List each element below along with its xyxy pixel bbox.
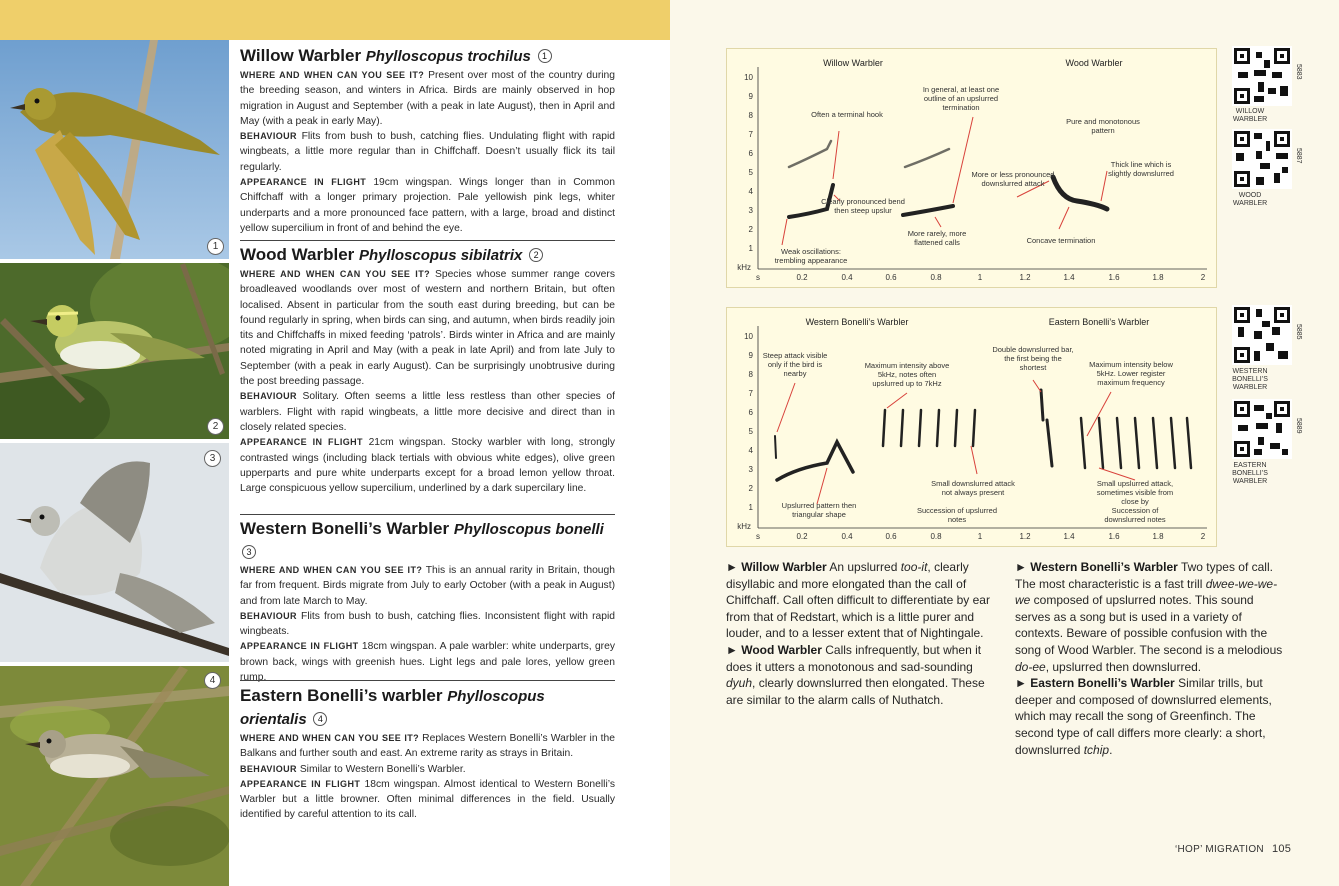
annotation [1097,479,1173,506]
annotation-text: Steep attack visible [762,351,828,360]
sonogram-1-svg [727,49,1218,289]
qr-number: 5883 [1295,64,1302,80]
annotation [923,85,999,112]
behaviour-text: Flits from bush to bush, catching flies. Undulating flight with rapid wingbeats, a little more regular than in Chiffchaff. Doesn’t usually flick its tail regularly. [240,131,615,173]
y-tick: 1 [748,503,753,512]
call-western: ► Western Bonelli’s Warbler Two types of call. The most characteristic is a fast trill dwee-we-we-we composed of upslurred notes. This sound serves as a song but is used in a variety of contexts. Beware of possible confusion with the song of Wood Warbler. The second is a melodious do-ee, upslurred then downslurred. [1015,560,1283,674]
annotation-text: Concave termination [1026,236,1096,245]
x-tick: 1.2 [1019,273,1031,282]
sonogram-trace [903,206,953,215]
where-label: WHERE AND WHEN CAN YOU SEE IT? [240,733,420,743]
qr-number: 5887 [1295,148,1302,164]
x-tick: 1.4 [1063,273,1075,282]
annotation-arrow [971,446,977,474]
where-text: Species whose summer range covers broadleaved woodlands over most of western and northern Britain, but often localised. Absent in particular from the south east during breeding, but can be found regularly in spring, when birds can sing, and autumn, when birds readily join tits and Chiffchaffs in mixed feeding ‘patrols’. Birds winter in Africa and are mainly noted migrating in April and May (with a peak in late April) and from late July to September (with a peak in early August). Can be surprisingly unobtrusive during the post breeding passage. [240,269,615,388]
sonogram-trace [775,436,776,458]
call-willow: ► Willow Warbler An upslurred too-it, clearly disyllabic and more elongated than the call of Chiffchaff. Call often difficult to differentiate by ear from that of Redstart, which is a little purer and louder, and to a lesser extent that of Nightingale. [726,560,990,641]
section-name: ‘HOP’ MIGRATION [1175,844,1264,855]
annotation-text-line: triangular shape [792,510,846,519]
qr-code-willow-warbler[interactable] [1232,46,1292,106]
sonogram-title: Eastern Bonelli’s Warbler [1048,317,1150,327]
divider [240,680,615,681]
y-tick: 8 [748,111,753,120]
x-tick: 1.2 [1019,532,1031,541]
latin-name: Phylloscopus sibilatrix [359,247,523,264]
y-tick: 6 [748,149,753,158]
call-phonetic: too-it [900,560,928,574]
annotation [1104,506,1166,524]
annotation-text-line: flattened calls [914,238,960,247]
qr-number: 5889 [1295,418,1302,434]
annotation-text-line: termination [942,103,980,112]
annotation-text: Pure and monotonous [1066,117,1140,126]
y-tick: 5 [748,427,753,436]
annotation [775,247,848,265]
entry-flight [240,435,615,496]
species-name: Eastern Bonelli’s warbler [240,686,443,705]
entry-behaviour [240,129,615,175]
annotation-arrow [833,131,839,179]
annotation-arrow [1059,207,1069,229]
behaviour-label: BEHAVIOUR [240,131,297,142]
annotation-text-line: close by [1121,497,1149,506]
x-tick: 0.8 [930,532,942,541]
flight-text: 18cm wingspan. Almost identical to Western Bonelli’s Warbler but a little browner. Often minimal differences in the field. Usually identified by careful attention to its call. [240,778,615,821]
entry-western-bonellis-warbler [240,518,615,685]
qr-code-wood-warbler[interactable] [1232,129,1292,189]
entry-title [240,685,615,731]
sonogram-2-svg [727,308,1218,548]
annotation-text-line: not always present [941,488,1005,497]
x-tick: 1.6 [1108,532,1120,541]
entry-flight [240,175,615,236]
annotation-text: More or less pronounced [971,170,1055,179]
entry-behaviour [240,609,615,640]
annotation [1027,236,1096,245]
header-band [0,0,670,40]
annotation [811,110,883,119]
flight-text: 21cm wingspan. Stocky warbler with long, strongly contrasted wings (including black tertials with obvious white edges), olive green upperparts and pure white underparts except for a broad lemon yellow throat. Large conspicuous yellow supercilium, underlined by a dark supercilary line. [240,437,615,495]
sonogram-willow-wood [726,48,1217,288]
entry-where [240,731,615,762]
y-tick: 9 [748,351,753,360]
call-text: Two types of call. The most characteristic is a fast trill [1015,560,1273,591]
annotation-text: Succession of upslurred [916,506,998,515]
behaviour-text: Solitary. Often seems a little less restless than other species of warblers. Flight with rapid wingbeats, a little more decisive and direct than in closely related species. [240,391,615,433]
y-tick: 7 [748,130,753,139]
annotation-text-line: shortest [1019,363,1047,372]
qr-code-eastern-bonellis-warbler[interactable] [1232,399,1292,459]
y-tick: 3 [748,206,753,215]
x-tick: 0.4 [841,273,853,282]
annotation-arrow [887,393,907,408]
entry-wood-warbler [240,244,615,496]
annotation-text-line: nearby [783,369,807,378]
entry-where [240,267,615,389]
photo-willow-warbler [0,40,229,259]
x-tick: 0.2 [796,273,808,282]
x-unit: s [756,273,760,282]
species-number: 1 [538,49,552,63]
annotation-text: In general, at least one [922,85,1000,94]
latin-name: Phylloscopus trochilus [365,48,531,65]
y-unit: kHz [737,263,751,272]
x-tick: 1.8 [1152,273,1164,282]
entry-title [240,45,615,68]
sonogram-trace [905,149,949,167]
annotation-text-line: 5kHz. Lower register [1096,369,1166,378]
annotation-arrow [953,117,973,203]
annotation-text-line: then steep upslur [834,206,892,215]
y-tick: 10 [744,73,753,82]
qr-label: WESTERN BONELLI’S WARBLER [1232,368,1268,391]
annotation [1089,360,1173,387]
y-tick: 5 [748,168,753,177]
annotation [821,197,905,215]
behaviour-label: BEHAVIOUR [240,391,297,402]
flight-label: APPEARANCE IN FLIGHT [240,641,359,652]
y-tick: 2 [748,484,753,493]
page-footer [1175,843,1291,855]
entry-behaviour [240,389,615,435]
annotation-text: Double downslurred bar, [992,345,1074,354]
latin-name: Phylloscopus orientalis [240,688,545,728]
annotation-text: Weak oscillations: [781,247,841,256]
photo-number: 2 [207,418,224,435]
call-eastern: ► Eastern Bonelli’s Warbler Similar trills, but deeper and composed of downslurred elements, which may recall the song of Greenfinch. The second type of call differs more clearly: a short, downslurred tchip. [1015,676,1272,757]
call-phonetic: do-ee [1015,659,1046,674]
annotation-text-line: upslurred up to 7kHz [872,379,942,388]
annotation-text-line: sometimes visible from [1096,488,1174,497]
sonogram-title: Wood Warbler [1065,58,1123,68]
where-label: WHERE AND WHEN CAN YOU SEE IT? [240,269,431,279]
flight-text: 19cm wingspan. Wings longer than in Common Chiffchaff with a longer primary projection. Pale yellowish pink legs, whiter underparts and a more pronounced face pattern, with a large, broad and distinct yellow supercilium in front of and behind the eye. [240,177,615,234]
call-phonetic: tchip [1083,742,1110,757]
annotation-text-line: outline of an upslurred [923,94,999,103]
call-species: Eastern Bonelli’s Warbler [1030,676,1175,691]
qr-number: 5885 [1295,324,1302,340]
annotation-text-line: trembling appearance [774,256,848,265]
sonogram-trace [1081,418,1191,468]
annotation-arrow [777,383,795,432]
annotation-text-line: downslurred notes [1104,515,1166,524]
species-name: Western Bonelli’s Warbler [240,519,450,538]
behaviour-text: Flits from bush to bush, catching flies. Inconsistent flight with rapid wingbeats. [240,610,615,638]
x-tick: 0.2 [796,532,808,541]
annotation-text-line: pattern [1091,126,1115,135]
annotation [782,501,857,519]
flight-label: APPEARANCE IN FLIGHT [240,437,363,448]
call-species: Willow Warbler [741,560,827,574]
entry-willow-warbler [240,45,615,236]
flight-text: 18cm wingspan. A pale warbler: white underparts, grey brown back, wings with greenish hues. Light legs and pale lores, yellow green rump. [240,641,615,684]
photo-number: 1 [207,238,224,255]
behaviour-text: Similar to Western Bonelli’s Warbler. [299,763,466,775]
annotation [908,229,967,247]
x-tick: 1.6 [1108,273,1120,282]
y-tick: 4 [748,187,753,196]
photo-western-bonellis-warbler [0,443,229,662]
y-tick: 4 [748,446,753,455]
entry-title [240,518,615,563]
x-tick: 0.6 [885,532,897,541]
x-tick: 2 [1200,532,1206,541]
entry-flight [240,639,615,685]
call-text: An upslurred [829,560,901,574]
species-number: 2 [529,248,543,262]
call-species: Western Bonelli’s Warbler [1030,560,1178,574]
qr-code-western-bonellis-warbler[interactable] [1232,305,1292,365]
y-tick: 8 [748,370,753,379]
x-tick: 0.8 [930,273,942,282]
annotation-text: Clearly pronounced bend [821,197,905,206]
annotation-text-line: downslurred attack [981,179,1045,188]
photo-number: 4 [204,672,221,689]
where-label: WHERE AND WHEN CAN YOU SEE IT? [240,565,423,575]
annotation-text: Small upslurred attack, [1096,479,1174,488]
sonogram-trace [777,442,853,480]
call-phonetic: dyuh [726,676,753,691]
y-tick: 2 [748,225,753,234]
annotation-text-line: slightly downslurred [1108,169,1174,178]
entry-where [240,563,615,609]
annotation-text: Thick line which is [1110,160,1172,169]
species-name: Willow Warbler [240,46,362,65]
x-unit: s [756,532,760,541]
x-tick: 0.6 [885,273,897,282]
sonogram-trace [1053,177,1107,209]
annotation-text: Maximum intensity below [1089,360,1173,369]
entry-title [240,244,615,267]
y-tick: 3 [748,465,753,474]
qr-label: EASTERN BONELLI’S WARBLER [1232,462,1268,485]
species-number: 4 [313,712,327,726]
y-tick: 6 [748,408,753,417]
annotation [1108,160,1174,178]
annotation-text: Often a terminal hook [811,110,883,119]
photo-eastern-bonellis-warbler [0,666,229,886]
annotation-arrow [1033,380,1041,392]
species-number: 3 [242,545,256,559]
sonogram-trace [1041,390,1052,466]
x-tick: 1 [977,532,983,541]
annotation-text: More rarely, more [907,229,967,238]
sonogram-trace [883,410,975,446]
call-text: , upslurred then downslurred. [1045,659,1202,674]
behaviour-label: BEHAVIOUR [240,610,297,621]
x-tick: 1.4 [1063,532,1075,541]
annotation-text-line: 5kHz, notes often [877,370,937,379]
calls-column-right [1015,559,1287,758]
y-tick: 10 [744,332,753,341]
flight-label: APPEARANCE IN FLIGHT [240,177,367,188]
annotation-text: Upslurred pattern then [781,501,857,510]
annotation-text: Small downslurred attack [931,479,1015,488]
annotation [972,170,1055,188]
x-tick: 0.4 [841,532,853,541]
sonogram-bonellis [726,307,1217,547]
entry-eastern-bonellis-warbler [240,685,615,823]
divider [240,514,615,515]
call-phonetic: dwee-we-we-we [1015,576,1278,608]
where-text: Replaces Western Bonelli’s Warbler in the Balkans and further south and east. An extreme rarity as strays in Britain. [240,733,615,760]
annotation-arrow [782,219,787,245]
sonogram-title: Willow Warbler [823,58,883,68]
photo-wood-warbler [0,263,229,439]
call-text: Calls infrequently, but when it does it utters a monotonous and sad-sounding [726,642,982,674]
photo-number: 3 [204,450,221,467]
x-tick: 1 [977,273,983,282]
call-text: , clearly disyllabic and more elongated than the call of Chiffchaff. Call often difficult to differentiate by ear from that of Redstart, which is a little purer and louder, and to a lesser extent that of Nightingale. [726,560,990,641]
annotation [865,361,950,388]
annotation [917,506,997,524]
annotation [1066,117,1140,135]
annotation-arrow [935,217,941,227]
annotation [763,351,828,378]
entry-flight [240,777,615,823]
species-name: Wood Warbler [240,245,355,264]
latin-name: Phylloscopus bonelli [453,521,604,538]
call-species: Wood Warbler [741,642,822,657]
entry-behaviour [240,762,615,777]
x-tick: 1.8 [1152,532,1164,541]
call-wood: ► Wood Warbler Calls infrequently, but when it does it utters a monotonous and sad-sounding dyuh, clearly downslurred then elongated. These are similar to the alarm calls of Nuthatch. [726,642,985,707]
call-text: Similar trills, but deeper and composed of downslurred elements, which may recall the song of Greenfinch. The second type of call differs more clearly: a short, downslurred [1015,676,1272,757]
annotation-text-line: maximum frequency [1097,378,1165,387]
flight-label: APPEARANCE IN FLIGHT [240,778,361,789]
annotation-arrow [817,468,827,504]
annotation [992,345,1073,372]
call-text: , clearly downslurred then elongated. These are similar to the alarm calls of Nuthatch. [726,676,985,707]
calls-column-left [726,559,1001,708]
call-text: composed of upslurred notes. This sound serves as a song but is used in a variety of contexts. Beware of possible confusion with the song of Wood Warbler. The second is a melodious [1015,593,1283,657]
call-text: . [1109,742,1113,757]
annotation-text: Succession of [1111,506,1159,515]
where-text: This is an annual rarity in Britain, though far from frequent. Birds migrate from July to early October (with a peak in August) and from late March to May. [240,565,615,607]
annotation [931,479,1015,497]
annotation-text-line: the first being the [1004,354,1062,363]
where-text: Present over most of the country during the breeding season, and winters in Africa. Birds are mainly observed in hop migration in August and September (with a peak in late August), then in April and May (with a peak in early May). [240,70,615,127]
annotation-text-line: notes [947,515,967,524]
y-tick: 1 [748,244,753,253]
y-tick: 7 [748,389,753,398]
annotation-arrow [1101,171,1107,201]
where-label: WHERE AND WHEN CAN YOU SEE IT? [240,70,425,80]
qr-label: WOOD WARBLER [1232,192,1268,207]
qr-label: WILLOW WARBLER [1232,108,1268,123]
divider [240,240,615,241]
annotation-text: Maximum intensity above [864,361,950,370]
entry-where [240,68,615,129]
annotation-text-line: only if the bird is [767,360,823,369]
sonogram-trace [789,141,831,167]
behaviour-label: BEHAVIOUR [240,763,297,774]
page-number: 105 [1271,843,1292,855]
y-unit: kHz [737,522,751,531]
y-tick: 9 [748,92,753,101]
sonogram-title: Western Bonelli’s Warbler [805,317,909,327]
x-tick: 2 [1200,273,1206,282]
